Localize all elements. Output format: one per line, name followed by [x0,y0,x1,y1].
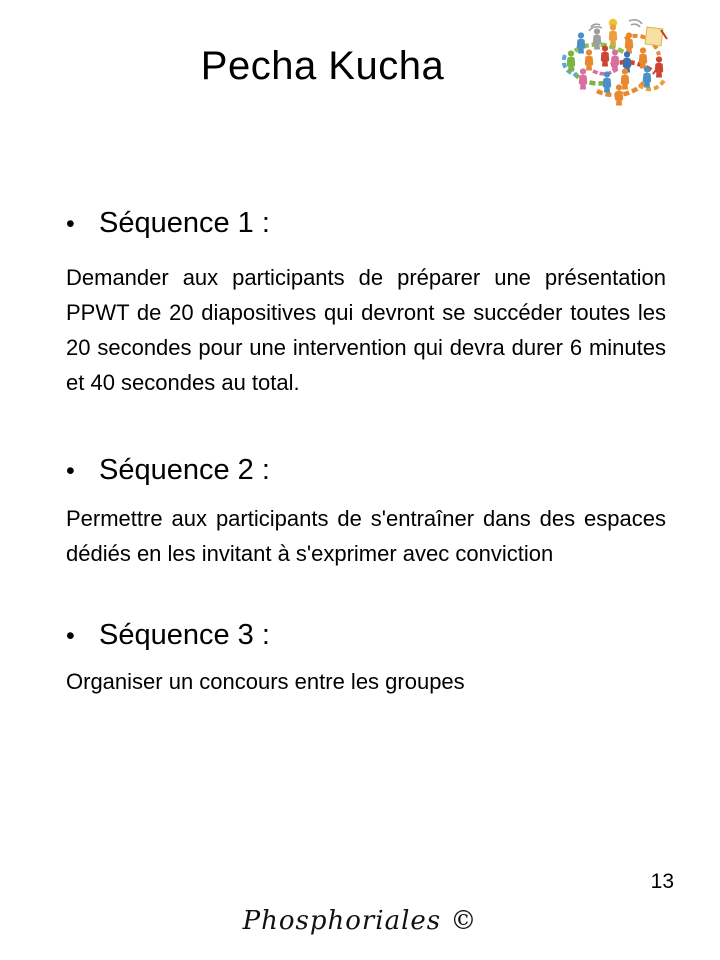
sequence-1-body: Demander aux participants de préparer une présentation PPWT de 20 diapositives qui devront se succéder toutes les 20 secondes pour une intervention qui devra durer 6 minutes et 40 secondes au total. [66,265,666,395]
page-number: 13 [650,870,674,893]
sequence-2-body: Permettre aux participants de s'entraîner dans des espaces dédiés en les invitant à s'exprimer avec conviction [66,506,666,566]
sequence-section-2 [66,452,666,571]
sequence-2-heading-row [66,452,666,493]
sequence-3-heading-row [66,617,666,658]
sequence-1-heading: Séquence 1 : [99,207,270,239]
slide-body [66,205,666,699]
sequence-3-heading: Séquence 3 : [99,619,270,651]
sequence-3-body: Organiser un concours entre les groupes [66,669,465,694]
footer-brand: Phosphoriales © [242,906,478,936]
sequence-section-3 [66,617,666,699]
bullet-marker: • [66,457,75,485]
sequence-1-heading-row [66,205,666,246]
bullet-marker: • [66,622,75,650]
collaboration-people-network-clipart [553,13,675,107]
slide-title: Pecha Kucha [200,44,445,88]
sequence-2-heading: Séquence 2 : [99,454,270,486]
bullet-marker: • [66,210,75,238]
sequence-section-1 [66,205,666,400]
